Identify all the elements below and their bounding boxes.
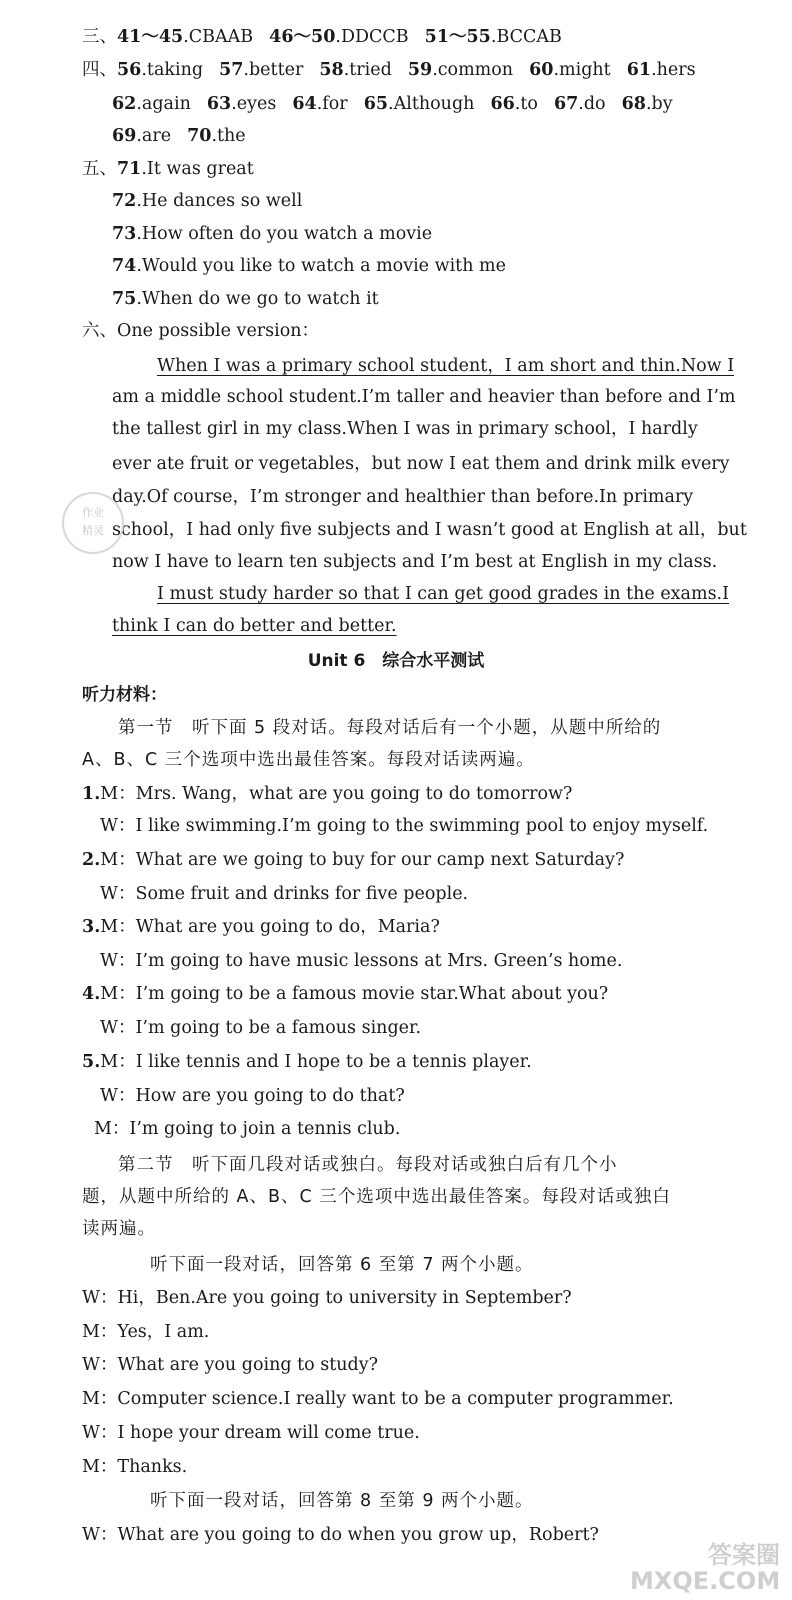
dialog-line: W：What are you going to study? — [82, 1355, 379, 1375]
sec6-intro-text: One possible version： — [117, 321, 320, 341]
sec4-row-2 — [112, 89, 792, 119]
item-number: 75 — [112, 289, 137, 309]
dialog-line: M：Computer science.I really want to be a computer programmer. — [82, 1389, 674, 1409]
dialog-text: W：I’m going to be a famous singer. — [100, 1018, 422, 1038]
essay-line — [112, 414, 792, 444]
item-answer: .are — [136, 126, 172, 146]
dialog-line — [100, 1013, 792, 1043]
dialog-line: 1.M：Mrs. Wang，what are you going to do tomorrow? — [82, 784, 573, 804]
dialog-text: M：I’m going to join a tennis club. — [94, 1119, 401, 1139]
item-answer: .eyes — [231, 94, 277, 114]
sec3-answer: .BCCAB — [490, 27, 562, 47]
sec3-prefix: 三、 — [82, 27, 117, 47]
sec3-line — [82, 22, 792, 52]
item-answer: .Although — [388, 94, 475, 114]
item-number: 69 — [112, 126, 137, 146]
item-answer: .might — [553, 60, 611, 80]
essay-line — [112, 547, 792, 577]
dialog-line: W：Hi，Ben.Are you going to university in September? — [82, 1288, 572, 1308]
essay-line — [112, 482, 792, 512]
essay-text: am a middle school student.I’m taller and heavier than before and I’m — [112, 387, 736, 407]
dialog-line: W：What are you going to do when you grow up，Robert? — [82, 1525, 599, 1545]
part2-instruction: 第二节 听下面几段对话或独白。每段对话或独白后有几个小 — [118, 1155, 618, 1175]
item-answer: .do — [578, 94, 606, 114]
part2-instruction: 读两遍。 — [82, 1219, 156, 1239]
stamp-text: 作业 — [82, 506, 104, 519]
listening-heading: 听力材料： — [82, 685, 167, 705]
item-number: 3 — [82, 917, 95, 937]
sec3-range: 51～55 — [424, 27, 491, 47]
q67-intro: 听下面一段对话，回答第 6 至第 7 两个小题。 — [150, 1255, 534, 1275]
dialog-line — [94, 1114, 792, 1144]
dialog-line — [100, 946, 792, 976]
item-number: 5 — [82, 1052, 95, 1072]
sec4-row-1 — [82, 55, 792, 85]
item-number: 66 — [490, 94, 515, 114]
item-answer: .It was great — [141, 159, 254, 179]
dialog-line — [100, 1081, 792, 1111]
item-number: 56 — [117, 60, 142, 80]
dialog-text: W：How are you going to do that? — [100, 1086, 405, 1106]
essay-line — [157, 351, 792, 381]
sec5-prefix: 五、 — [82, 159, 117, 179]
item-number: 60 — [529, 60, 554, 80]
item-number: 1 — [82, 784, 95, 804]
dialog-line: 2.M：What are we going to buy for our camp next Saturday? — [82, 850, 625, 870]
item-answer: .tried — [343, 60, 392, 80]
watermark-logo — [630, 1541, 781, 1595]
sec6-intro — [82, 316, 792, 346]
essay-text: ever ate fruit or vegetables，but now I eat them and drink milk every — [112, 454, 730, 474]
essay-line — [157, 579, 792, 609]
sec5-item — [112, 251, 792, 281]
item-answer: .by — [645, 94, 673, 114]
sec3-range: 41～45 — [117, 27, 184, 47]
essay-text: the tallest girl in my class.When I was in primary school，I hardly — [112, 419, 698, 439]
item-number: 73 — [112, 224, 137, 244]
item-number: 72 — [112, 191, 137, 211]
item-answer: .taking — [141, 60, 204, 80]
essay-text: When I was a primary school student，I am short and thin.Now I — [157, 356, 735, 376]
essay-text: day.Of course，I’m stronger and healthier than before.In primary — [112, 487, 694, 507]
essay-text: think I can do better and better. — [112, 616, 397, 636]
sec3-range: 46～50 — [269, 27, 336, 47]
dialog-line — [100, 811, 792, 841]
item-number: 57 — [219, 60, 244, 80]
item-number: 71 — [117, 159, 142, 179]
item-answer: .common — [432, 60, 514, 80]
dialog-line: W：I hope your dream will come true. — [82, 1423, 420, 1443]
dialog-text: M：What are we going to buy for our camp next Saturday? — [100, 850, 625, 870]
sec5-item — [112, 219, 792, 249]
dialog-text: M：Mrs. Wang，what are you going to do tomorrow? — [100, 784, 573, 804]
item-number: 64 — [292, 94, 317, 114]
sec6-prefix: 六、 — [82, 321, 117, 341]
item-answer: .When do we go to watch it — [136, 289, 379, 309]
sec4-prefix: 四、 — [82, 60, 117, 80]
item-answer: .He dances so well — [136, 191, 303, 211]
item-number: 62 — [112, 94, 137, 114]
stamp-text: 精灵 — [82, 524, 104, 537]
item-answer: .to — [514, 94, 538, 114]
item-answer: .again — [136, 94, 191, 114]
dialog-text: W：Some fruit and drinks for five people. — [100, 884, 469, 904]
dialog-text: W：I’m going to have music lessons at Mrs. Green’s home. — [100, 951, 623, 971]
dialog-text: M：I’m going to be a famous movie star.What about you? — [100, 984, 609, 1004]
dialog-line: 4.M：I’m going to be a famous movie star.What about you? — [82, 984, 609, 1004]
essay-text: I must study harder so that I can get good grades in the exams.I — [157, 584, 730, 604]
dialog-line: 3.M：What are you going to do，Maria? — [82, 917, 440, 937]
dialog-line — [100, 879, 792, 909]
item-number: 65 — [363, 94, 389, 114]
sec5-item — [112, 284, 792, 314]
unit-title: Unit 6 综合水平测试 — [307, 651, 485, 671]
item-number: 63 — [206, 94, 232, 114]
item-number: 58 — [319, 60, 344, 80]
part1-instruction: 第一节 听下面 5 段对话。每段对话后有一个小题，从题中所给的 — [118, 718, 662, 738]
sec5-item — [82, 154, 792, 184]
sec3-answer: .DDCCB — [335, 27, 409, 47]
essay-text: school，I had only five subjects and I wasn’t good at English at all，but — [112, 520, 747, 540]
essay-line — [112, 515, 792, 545]
item-number: 74 — [112, 256, 137, 276]
q89-intro: 听下面一段对话，回答第 8 至第 9 两个小题。 — [150, 1491, 534, 1511]
essay-line — [112, 449, 792, 479]
dialog-line: M：Yes，I am. — [82, 1322, 210, 1342]
item-answer: .Would you like to watch a movie with me — [136, 256, 506, 276]
watermark-text: 答案圈 — [708, 1541, 780, 1569]
item-answer: .hers — [651, 60, 696, 80]
watermark-text: MXQE.COM — [630, 1567, 781, 1595]
item-number: 68 — [621, 94, 646, 114]
essay-line — [112, 611, 792, 641]
dialog-line: M：Thanks. — [82, 1457, 188, 1477]
dialog-text: M：I like tennis and I hope to be a tennis player. — [100, 1052, 532, 1072]
item-answer: .the — [211, 126, 246, 146]
sec3-answer: .CBAAB — [183, 27, 254, 47]
sec4-row-3 — [112, 121, 792, 151]
dialog-text: M：What are you going to do，Maria? — [100, 917, 440, 937]
item-number: 59 — [407, 60, 433, 80]
item-number: 70 — [187, 126, 212, 146]
part1-instruction: A、B、C 三个选项中选出最佳答案。每段对话读两遍。 — [82, 750, 535, 770]
dialog-line: 5.M：I like tennis and I hope to be a tennis player. — [82, 1052, 532, 1072]
item-answer: .How often do you watch a movie — [136, 224, 433, 244]
sec5-item — [112, 186, 792, 216]
item-number: 67 — [553, 94, 579, 114]
dialog-text: W：I like swimming.I’m going to the swimming pool to enjoy myself. — [100, 816, 709, 836]
essay-text: now I have to learn ten subjects and I’m best at English in my class. — [112, 552, 718, 572]
item-answer: .for — [316, 94, 348, 114]
part2-instruction: 题，从题中所给的 A、B、C 三个选项中选出最佳答案。每段对话或独白 — [82, 1187, 671, 1207]
item-answer: .better — [243, 60, 304, 80]
item-number: 4 — [82, 984, 95, 1004]
item-number: 2 — [82, 850, 95, 870]
stamp-logo — [62, 492, 124, 554]
essay-line — [112, 382, 792, 412]
item-number: 61 — [626, 60, 652, 80]
